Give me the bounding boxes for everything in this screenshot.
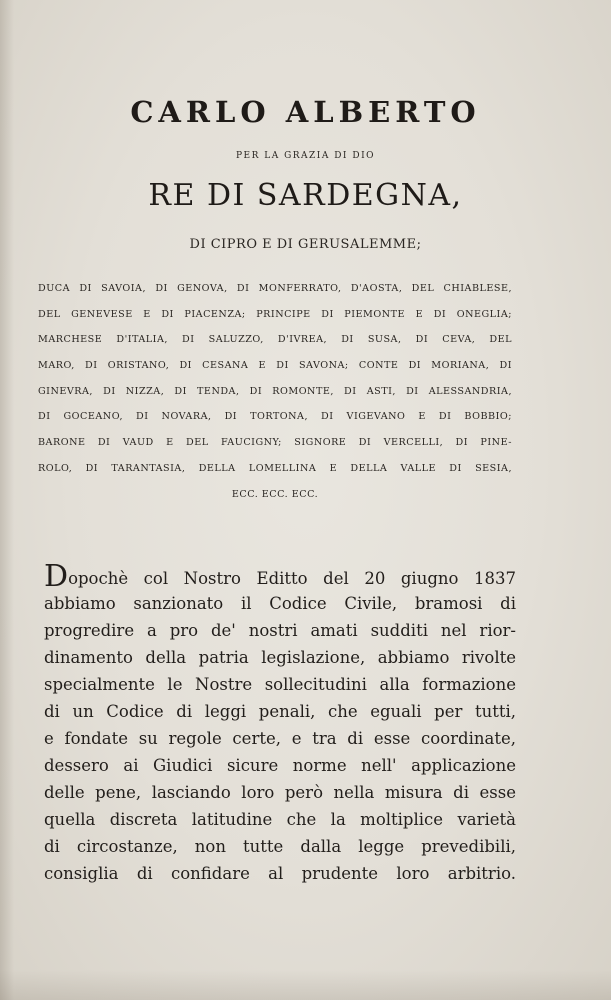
grace-formula: PER LA GRAZIA DI DIO xyxy=(235,151,375,161)
title-line: DI GOCEANO, DI NOVARA, DI TORTONA, DI VIGEVANO E DI BOBBIO; xyxy=(38,411,512,423)
body-line-first-text: opochè col Nostro Editto del 20 giugno 1837 xyxy=(68,569,516,588)
title-line: MARO, DI ORISTANO, DI CESANA E DI SAVONA; CONTE DI MORIANA, DI xyxy=(38,360,512,372)
title-line: GINEVRA, DI NIZZA, DI TENDA, DI ROMONTE, DI ASTI, DI ALESSANDRIA, xyxy=(38,385,512,397)
title-line: BARONE DI VAUD E DEL FAUCIGNY; SIGNORE DI VERCELLI, DI PINE- xyxy=(38,437,512,449)
edict-paragraph xyxy=(44,559,516,887)
title-line: DUCA DI SAVOIA, DI GENOVA, DI MONFERRATO, D'AOSTA, DEL CHIABLESE, xyxy=(38,283,512,294)
body-line-first xyxy=(44,559,516,594)
body-line: e fondate su regole certe, e tra di esse coordinate, xyxy=(44,729,516,748)
page-edge-shadow xyxy=(0,0,14,1000)
body-line: progredire a pro de' nostri amati sudditi nel rior- xyxy=(44,621,516,640)
titles-block xyxy=(38,276,512,507)
realm-title: RE DI SARDEGNA, xyxy=(148,178,463,213)
title-line: DEL GENEVESE E DI PIACENZA; PRINCIPE DI PIEMONTE E DI ONEGLIA; xyxy=(38,308,512,320)
subrealm-title: DI CIPRO E DI GERUSALEMME; xyxy=(189,237,422,252)
title-line-etc: ECC. ECC. ECC. xyxy=(231,488,319,500)
page-bottom-shadow xyxy=(0,970,611,1000)
body-line: di circostanze, non tutte dalla legge prevedibili, xyxy=(44,837,516,856)
body-line: consiglia di confidare al prudente loro arbitrio. xyxy=(44,864,516,883)
body-line: delle pene, lasciando loro però nella misura di esse xyxy=(44,783,516,802)
body-line: abbiamo sanzionato il Codice Civile, bramosi di xyxy=(44,594,516,613)
body-line: quella discreta latitudine che la moltiplice varietà xyxy=(44,810,516,829)
body-line: dessero ai Giudici sicure norme nell' applicazione xyxy=(44,756,516,775)
sovereign-name: CARLO ALBERTO xyxy=(130,95,481,129)
drop-cap: D xyxy=(44,559,69,594)
title-line: ROLO, DI TARANTASIA, DELLA LOMELLINA E DELLA VALLE DI SESIA, xyxy=(38,462,512,474)
body-line: di un Codice di leggi penali, che eguali per tutti, xyxy=(44,702,516,721)
body-line: dinamento della patria legislazione, abbiamo rivolte xyxy=(44,648,516,667)
body-line: specialmente le Nostre sollecitudini alla formazione xyxy=(44,675,516,694)
title-line: MARCHESE D'ITALIA, DI SALUZZO, D'IVREA, DI SUSA, DI CEVA, DEL xyxy=(38,334,512,346)
